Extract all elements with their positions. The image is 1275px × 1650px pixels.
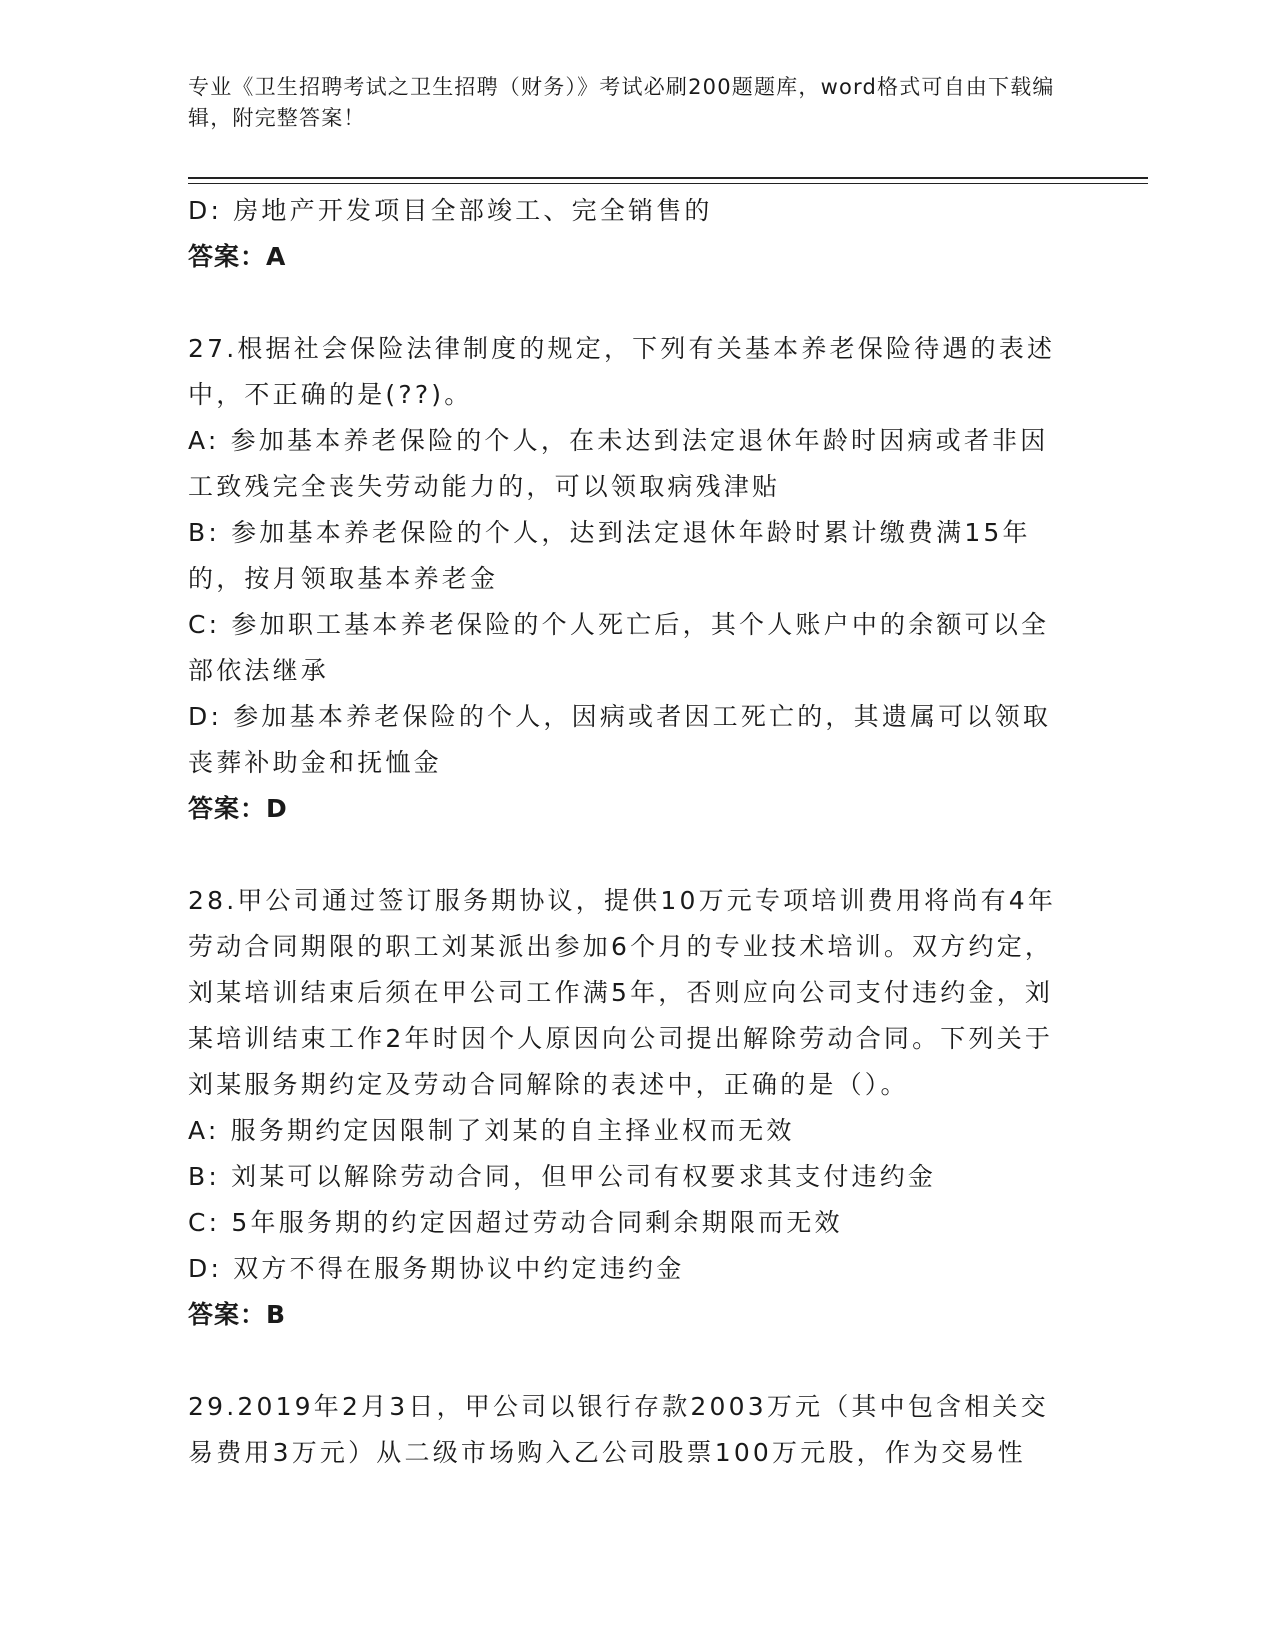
spacer bbox=[188, 1338, 1068, 1384]
question-27-option-b: B: 参加基本养老保险的个人，达到法定退休年龄时累计缴费满15年的，按月领取基本养老金 bbox=[188, 518, 1031, 593]
question-28-option-a: A: 服务期约定因限制了刘某的自主择业权而无效 bbox=[188, 1116, 795, 1145]
question-28-option-b: B: 刘某可以解除劳动合同，但甲公司有权要求其支付违约金 bbox=[188, 1162, 937, 1191]
prev-answer: 答案：A bbox=[188, 242, 287, 271]
header-rule-thick bbox=[188, 177, 1148, 179]
document-body bbox=[188, 188, 1068, 1476]
question-28-answer: 答案：B bbox=[188, 1300, 287, 1329]
prev-option-d: D: 房地产开发项目全部竣工、完全销售的 bbox=[188, 196, 713, 225]
question-27-answer: 答案：D bbox=[188, 794, 288, 823]
question-29-stem: 29.2019年2月3日，甲公司以银行存款2003万元（其中包含相关交易费用3万元）从二级市场购入乙公司股票100万元股，作为交易性 bbox=[188, 1392, 1049, 1467]
spacer bbox=[188, 832, 1068, 878]
question-28-option-c: C: 5年服务期的约定因超过劳动合同剩余期限而无效 bbox=[188, 1208, 843, 1237]
question-27-option-a: A: 参加基本养老保险的个人，在未达到法定退休年龄时因病或者非因工致残完全丧失劳动能力的，可以领取病残津贴 bbox=[188, 426, 1049, 501]
question-27-option-c: C: 参加职工基本养老保险的个人死亡后，其个人账户中的余额可以全部依法继承 bbox=[188, 610, 1050, 685]
question-27-option-d: D: 参加基本养老保险的个人，因病或者因工死亡的，其遗属可以领取丧葬补助金和抚恤金 bbox=[188, 702, 1052, 777]
spacer bbox=[188, 280, 1068, 326]
question-27-stem: 27.根据社会保险法律制度的规定，下列有关基本养老保险待遇的表述中，不正确的是(??)。 bbox=[188, 334, 1056, 409]
header-title: 专业《卫生招聘考试之卫生招聘（财务）》考试必刷200题题库，word格式可自由下载编辑，附完整答案！ bbox=[188, 75, 1055, 130]
header-rule-thin bbox=[188, 183, 1148, 184]
question-28-option-d: D: 双方不得在服务期协议中约定违约金 bbox=[188, 1254, 685, 1283]
question-28-stem: 28.甲公司通过签订服务期协议，提供10万元专项培训费用将尚有4年劳动合同期限的职工刘某派出参加6个月的专业技术培训。双方约定，刘某培训结束后须在甲公司工作满5年，否则应向公司支付违约金，刘某培训结束工作2年时因个人原因向公司提出解除劳动合同。下列关于刘某服务期约定及劳动合同解除的表述中，正确的是（）。 bbox=[188, 886, 1057, 1099]
document-header bbox=[188, 72, 1068, 134]
